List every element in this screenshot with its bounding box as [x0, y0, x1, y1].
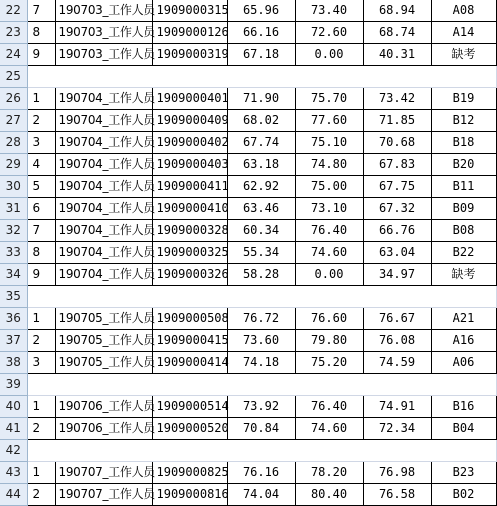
- cell-exam-id[interactable]: [152, 66, 227, 88]
- cell-interview-score[interactable]: 74.80: [295, 154, 363, 176]
- cell-total-score[interactable]: [363, 286, 431, 308]
- cell-total-score[interactable]: 63.04: [363, 242, 431, 264]
- cell-seq[interactable]: 5: [27, 176, 55, 198]
- cell-interview-score[interactable]: 76.40: [295, 396, 363, 418]
- row-header[interactable]: 37: [0, 330, 27, 352]
- cell-total-score[interactable]: 76.98: [363, 462, 431, 484]
- row-header[interactable]: 40: [0, 396, 27, 418]
- cell-total-score[interactable]: 74.59: [363, 352, 431, 374]
- table-row: [0, 154, 496, 176]
- cell-seat[interactable]: B23: [431, 462, 496, 484]
- cell-seq[interactable]: 7: [27, 220, 55, 242]
- cell-exam-id[interactable]: 1909000520: [152, 418, 227, 440]
- cell-exam-id[interactable]: 1909000816: [152, 484, 227, 506]
- row-header[interactable]: 24: [0, 44, 27, 66]
- cell-seq[interactable]: 9: [27, 264, 55, 286]
- cell-total-score[interactable]: 34.97: [363, 264, 431, 286]
- cell-seat[interactable]: A08: [431, 0, 496, 22]
- cell-unit[interactable]: [55, 66, 152, 88]
- cell-exam-id[interactable]: 1909000326: [152, 264, 227, 286]
- table-row: [0, 308, 496, 330]
- cell-interview-score[interactable]: 73.10: [295, 198, 363, 220]
- row-header[interactable]: 23: [0, 22, 27, 44]
- cell-exam-id[interactable]: 1909000514: [152, 396, 227, 418]
- cell-unit[interactable]: 190704_工作人员: [55, 132, 152, 154]
- cell-exam-id[interactable]: 1909000402: [152, 132, 227, 154]
- row-header[interactable]: 27: [0, 110, 27, 132]
- cell-written-score[interactable]: [227, 66, 295, 88]
- cell-seat[interactable]: B12: [431, 110, 496, 132]
- cell-seq[interactable]: 3: [27, 352, 55, 374]
- cell-seq[interactable]: [27, 66, 55, 88]
- cell-interview-score[interactable]: 76.60: [295, 308, 363, 330]
- cell-total-score[interactable]: 73.42: [363, 88, 431, 110]
- table-row: [0, 220, 496, 242]
- cell-seat[interactable]: 缺考: [431, 44, 496, 66]
- row-header[interactable]: 25: [0, 66, 27, 88]
- cell-exam-id[interactable]: [152, 286, 227, 308]
- cell-interview-score[interactable]: 80.40: [295, 484, 363, 506]
- table-row: [0, 44, 496, 66]
- cell-written-score[interactable]: [227, 286, 295, 308]
- cell-seat[interactable]: A06: [431, 352, 496, 374]
- cell-exam-id[interactable]: 1909000508: [152, 308, 227, 330]
- cell-seq[interactable]: 6: [27, 198, 55, 220]
- table-row: [0, 374, 496, 396]
- cell-interview-score[interactable]: 0.00: [295, 44, 363, 66]
- cell-unit[interactable]: 190707_工作人员: [55, 462, 152, 484]
- row-header[interactable]: 39: [0, 374, 27, 396]
- cell-interview-score[interactable]: 78.20: [295, 462, 363, 484]
- cell-seq[interactable]: 1: [27, 462, 55, 484]
- row-header[interactable]: 35: [0, 286, 27, 308]
- cell-exam-id[interactable]: 1909000401: [152, 88, 227, 110]
- cell-written-score[interactable]: 63.18: [227, 154, 295, 176]
- cell-seat[interactable]: B09: [431, 198, 496, 220]
- cell-written-score[interactable]: 63.46: [227, 198, 295, 220]
- cell-seq[interactable]: 2: [27, 330, 55, 352]
- table-row: [0, 176, 496, 198]
- cell-interview-score[interactable]: 75.10: [295, 132, 363, 154]
- table-row: [0, 396, 496, 418]
- cell-interview-score[interactable]: 75.70: [295, 88, 363, 110]
- cell-written-score[interactable]: 55.34: [227, 242, 295, 264]
- cell-total-score[interactable]: [363, 440, 431, 462]
- cell-written-score[interactable]: 70.84: [227, 418, 295, 440]
- cell-written-score[interactable]: 76.16: [227, 462, 295, 484]
- table-row: [0, 242, 496, 264]
- cell-exam-id[interactable]: [152, 440, 227, 462]
- cell-seat[interactable]: B04: [431, 418, 496, 440]
- cell-total-score[interactable]: 67.83: [363, 154, 431, 176]
- cell-written-score[interactable]: 67.74: [227, 132, 295, 154]
- table-row: [0, 198, 496, 220]
- cell-interview-score[interactable]: 73.40: [295, 0, 363, 22]
- cell-seat[interactable]: A21: [431, 308, 496, 330]
- cell-interview-score[interactable]: [295, 440, 363, 462]
- table-row: [0, 352, 496, 374]
- cell-seat[interactable]: 缺考: [431, 264, 496, 286]
- cell-seq[interactable]: 4: [27, 154, 55, 176]
- cell-written-score[interactable]: 58.28: [227, 264, 295, 286]
- cell-total-score[interactable]: 70.68: [363, 132, 431, 154]
- cell-seat[interactable]: B11: [431, 176, 496, 198]
- cell-seat[interactable]: B16: [431, 396, 496, 418]
- cell-written-score[interactable]: 65.96: [227, 0, 295, 22]
- cell-unit[interactable]: 190704_工作人员: [55, 88, 152, 110]
- cell-interview-score[interactable]: [295, 66, 363, 88]
- cell-written-score[interactable]: 74.18: [227, 352, 295, 374]
- cell-total-score[interactable]: [363, 66, 431, 88]
- row-header[interactable]: 30: [0, 176, 27, 198]
- cell-unit[interactable]: 190704_工作人员: [55, 220, 152, 242]
- cell-seq[interactable]: 1: [27, 396, 55, 418]
- table-row: [0, 484, 496, 506]
- cell-exam-id[interactable]: 1909000315: [152, 0, 227, 22]
- cell-interview-score[interactable]: 79.80: [295, 330, 363, 352]
- cell-seq[interactable]: 8: [27, 22, 55, 44]
- cell-exam-id[interactable]: 1909000319: [152, 44, 227, 66]
- row-header[interactable]: 41: [0, 418, 27, 440]
- row-header[interactable]: 44: [0, 484, 27, 506]
- cell-unit[interactable]: 190703_工作人员: [55, 0, 152, 22]
- cell-seq[interactable]: 7: [27, 0, 55, 22]
- cell-seq[interactable]: 8: [27, 242, 55, 264]
- cell-total-score[interactable]: 72.34: [363, 418, 431, 440]
- cell-interview-score[interactable]: 76.40: [295, 220, 363, 242]
- cell-seat[interactable]: A16: [431, 330, 496, 352]
- row-header[interactable]: 38: [0, 352, 27, 374]
- cell-total-score[interactable]: 68.74: [363, 22, 431, 44]
- cell-total-score[interactable]: 67.32: [363, 198, 431, 220]
- cell-seq[interactable]: 2: [27, 110, 55, 132]
- cell-total-score[interactable]: 67.75: [363, 176, 431, 198]
- table-row: [0, 330, 496, 352]
- cell-seq[interactable]: 3: [27, 132, 55, 154]
- cell-unit[interactable]: [55, 374, 152, 396]
- cell-total-score[interactable]: 40.31: [363, 44, 431, 66]
- row-header[interactable]: 33: [0, 242, 27, 264]
- cell-unit[interactable]: 190705_工作人员: [55, 352, 152, 374]
- cell-interview-score[interactable]: 0.00: [295, 264, 363, 286]
- cell-unit[interactable]: 190707_工作人员: [55, 484, 152, 506]
- cell-seq[interactable]: 1: [27, 308, 55, 330]
- cell-seq[interactable]: 1: [27, 88, 55, 110]
- cell-total-score[interactable]: 68.94: [363, 0, 431, 22]
- cell-written-score[interactable]: [227, 440, 295, 462]
- cell-written-score[interactable]: 76.72: [227, 308, 295, 330]
- cell-unit[interactable]: 190704_工作人员: [55, 198, 152, 220]
- cell-seq[interactable]: 2: [27, 418, 55, 440]
- table-row: [0, 440, 496, 462]
- cell-exam-id[interactable]: 1909000410: [152, 198, 227, 220]
- row-header[interactable]: 43: [0, 462, 27, 484]
- table-row: [0, 0, 496, 22]
- cell-interview-score[interactable]: [295, 286, 363, 308]
- cell-seq[interactable]: [27, 374, 55, 396]
- cell-written-score[interactable]: 67.18: [227, 44, 295, 66]
- cell-unit[interactable]: [55, 286, 152, 308]
- cell-interview-score[interactable]: [295, 374, 363, 396]
- cell-seat[interactable]: B20: [431, 154, 496, 176]
- cell-total-score[interactable]: 76.67: [363, 308, 431, 330]
- cell-seat[interactable]: [431, 286, 496, 308]
- cell-seat[interactable]: A14: [431, 22, 496, 44]
- cell-interview-score[interactable]: 75.20: [295, 352, 363, 374]
- cell-written-score[interactable]: [227, 374, 295, 396]
- cell-interview-score[interactable]: 72.60: [295, 22, 363, 44]
- cell-interview-score[interactable]: 75.00: [295, 176, 363, 198]
- table-row: [0, 132, 496, 154]
- cell-exam-id[interactable]: 1909000325: [152, 242, 227, 264]
- table-row: [0, 418, 496, 440]
- cell-unit[interactable]: 190704_工作人员: [55, 264, 152, 286]
- cell-seq[interactable]: 9: [27, 44, 55, 66]
- cell-seq[interactable]: [27, 286, 55, 308]
- cell-unit[interactable]: 190706_工作人员: [55, 396, 152, 418]
- cell-interview-score[interactable]: 74.60: [295, 418, 363, 440]
- cell-exam-id[interactable]: 1909000126: [152, 22, 227, 44]
- cell-seat[interactable]: B19: [431, 88, 496, 110]
- cell-exam-id[interactable]: 1909000825: [152, 462, 227, 484]
- cell-seat[interactable]: B08: [431, 220, 496, 242]
- cell-unit[interactable]: 190703_工作人员: [55, 22, 152, 44]
- row-header[interactable]: 31: [0, 198, 27, 220]
- row-header[interactable]: 34: [0, 264, 27, 286]
- cell-unit[interactable]: 190704_工作人员: [55, 154, 152, 176]
- cell-interview-score[interactable]: 77.60: [295, 110, 363, 132]
- cell-exam-id[interactable]: 1909000414: [152, 352, 227, 374]
- cell-exam-id[interactable]: 1909000411: [152, 176, 227, 198]
- cell-exam-id[interactable]: 1909000328: [152, 220, 227, 242]
- row-header[interactable]: 36: [0, 308, 27, 330]
- cell-seat[interactable]: [431, 66, 496, 88]
- cell-exam-id[interactable]: 1909000409: [152, 110, 227, 132]
- cell-unit[interactable]: 190706_工作人员: [55, 418, 152, 440]
- cell-written-score[interactable]: 60.34: [227, 220, 295, 242]
- cell-written-score[interactable]: 68.02: [227, 110, 295, 132]
- cell-interview-score[interactable]: 74.60: [295, 242, 363, 264]
- cell-unit[interactable]: 190705_工作人员: [55, 330, 152, 352]
- cell-seat[interactable]: [431, 440, 496, 462]
- cell-total-score[interactable]: [363, 374, 431, 396]
- table-row: [0, 22, 496, 44]
- row-header[interactable]: 22: [0, 0, 27, 22]
- cell-seat[interactable]: [431, 374, 496, 396]
- table-row: [0, 110, 496, 132]
- cell-written-score[interactable]: 71.90: [227, 88, 295, 110]
- cell-seat[interactable]: B22: [431, 242, 496, 264]
- cell-total-score[interactable]: 71.85: [363, 110, 431, 132]
- cell-written-score[interactable]: 66.16: [227, 22, 295, 44]
- cell-exam-id[interactable]: 1909000403: [152, 154, 227, 176]
- cell-written-score[interactable]: 73.92: [227, 396, 295, 418]
- cell-seq[interactable]: [27, 440, 55, 462]
- cell-total-score[interactable]: 66.76: [363, 220, 431, 242]
- table-row: [0, 66, 496, 88]
- row-header[interactable]: 32: [0, 220, 27, 242]
- row-header[interactable]: 29: [0, 154, 27, 176]
- cell-seat[interactable]: B18: [431, 132, 496, 154]
- table-row: [0, 462, 496, 484]
- cell-total-score[interactable]: 76.08: [363, 330, 431, 352]
- cell-written-score[interactable]: 74.04: [227, 484, 295, 506]
- cell-unit[interactable]: [55, 440, 152, 462]
- cell-written-score[interactable]: 73.60: [227, 330, 295, 352]
- cell-total-score[interactable]: 74.91: [363, 396, 431, 418]
- cell-exam-id[interactable]: 1909000415: [152, 330, 227, 352]
- cell-unit[interactable]: 190704_工作人员: [55, 110, 152, 132]
- cell-seat[interactable]: B02: [431, 484, 496, 506]
- row-header[interactable]: 42: [0, 440, 27, 462]
- row-header[interactable]: 28: [0, 132, 27, 154]
- cell-seq[interactable]: 2: [27, 484, 55, 506]
- cell-unit[interactable]: 190703_工作人员: [55, 44, 152, 66]
- cell-unit[interactable]: 190704_工作人员: [55, 176, 152, 198]
- cell-exam-id[interactable]: [152, 374, 227, 396]
- row-header[interactable]: 26: [0, 88, 27, 110]
- table-row: [0, 264, 496, 286]
- cell-total-score[interactable]: 76.58: [363, 484, 431, 506]
- cell-unit[interactable]: 190704_工作人员: [55, 242, 152, 264]
- table-row: [0, 286, 496, 308]
- cell-written-score[interactable]: 62.92: [227, 176, 295, 198]
- cell-unit[interactable]: 190705_工作人员: [55, 308, 152, 330]
- table-row: [0, 88, 496, 110]
